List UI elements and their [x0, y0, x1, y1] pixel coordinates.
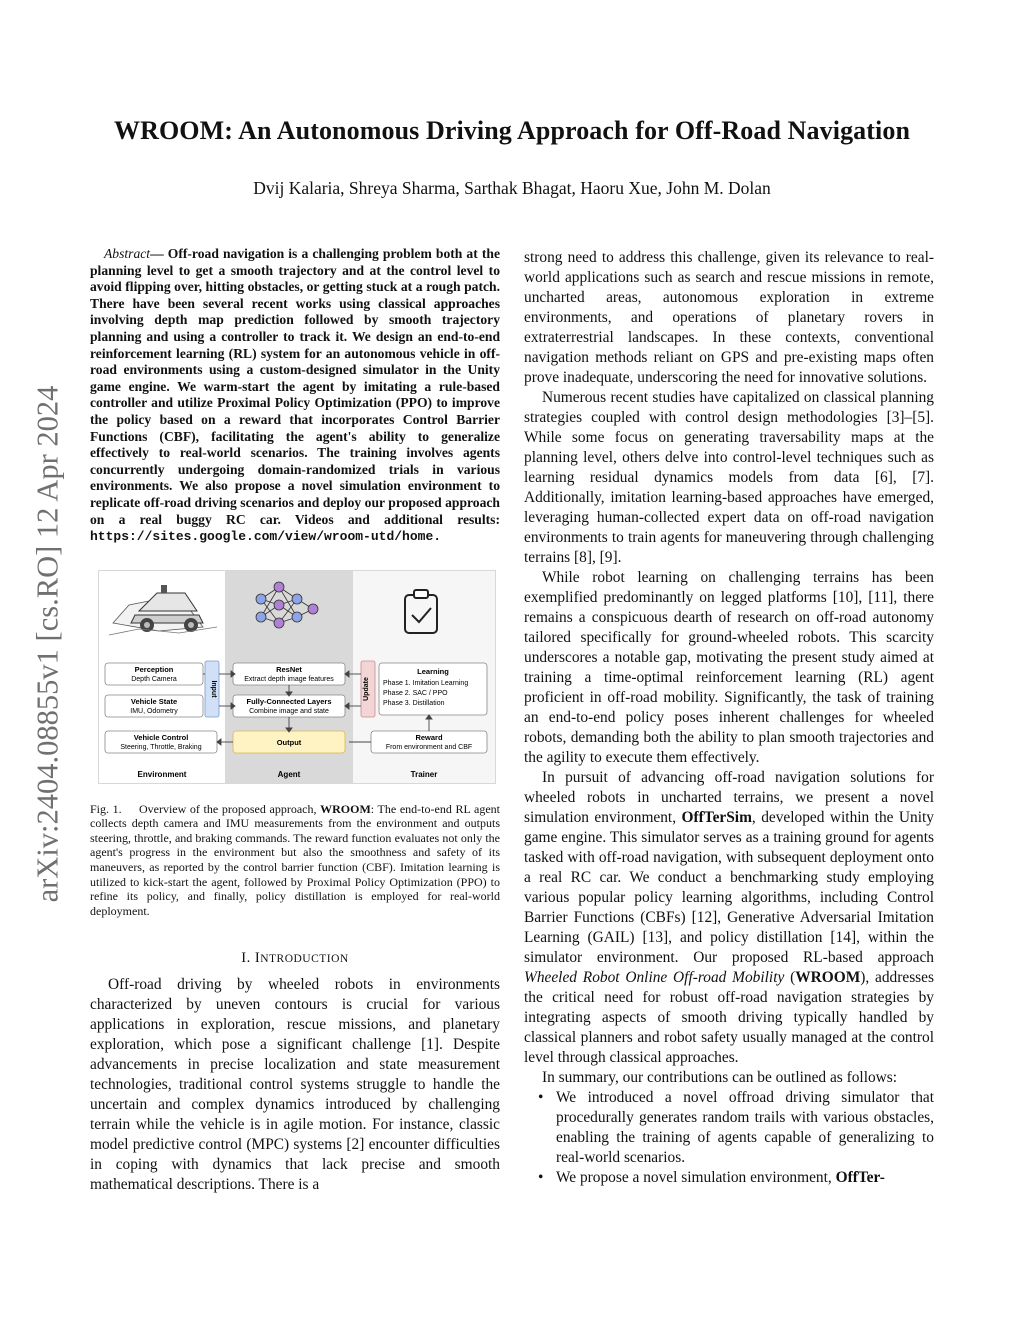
p5-text-a: In pursuit of advancing off-road navigation solutions for wheeled robots in uncharted terrains, we present a novel simulation environment, [524, 769, 934, 826]
perception-title: Perception [134, 664, 174, 674]
author-list: Dvij Kalaria, Shreya Sharma, Sarthak Bhagat, Haoru Xue, John M. Dolan [253, 178, 771, 198]
vehicle-control-title: Vehicle Control [133, 732, 189, 742]
overview-diagram [99, 571, 495, 783]
phase-3: Phase 3. Distillation [383, 699, 445, 707]
bullet-icon: • [538, 1169, 544, 1186]
section-rest: NTRODUCTION [260, 953, 349, 966]
intro-paragraph-2: strong need to address this challenge, given its relevance to real-world applications such as search and rescue missions in remote, uncharted areas, autonomous exploration in extreme environments, and operations of planetary rovers in extraterrestrial landscapes. In these contexts, conventional navigation methods reliant on GPS and pre-existing maps often prove inadequate, underscoring the need for innovative solutions. [524, 249, 934, 386]
abstract-text: — Off-road navigation is a challenging problem both at the planning level to get a smooth trajectory and at the control level to avoid flipping over, hitting obstacles, or getting stuck at a rough patch. There have been several recent works using classical approaches involving depth map prediction followed by smooth trajectory planning and using a controller to track it. We design an end-to-end reinforcement learning (RL) system for an autonomous vehicle in off-road environments using a custom-designed simulator in the Unity game engine. We warm-start the agent by imitating a rule-based controller and utilize Proximal Policy Optimization (PPO) to improve the policy based on a reward that incorporates Control Barrier Functions (CBF), facilitating the agent's ability to generalize effectively to real-world scenarios. The training involves agents concurrently undergoing domain-randomized trials in various environments. We also propose a novel simulation environment to replicate off-road driving scenarios and deploy our proposed approach on a real buggy RC car. Videos and additional results: [90, 246, 500, 527]
p5-open-paren: ( [784, 969, 796, 986]
update-label: Update [363, 676, 370, 701]
section-heading [90, 948, 500, 969]
fc-layers-sub: Combine image and state [249, 707, 329, 715]
intro-paragraph-5 [524, 768, 934, 1068]
phase-2: Phase 2. SAC / PPO [383, 689, 448, 697]
right-column [524, 248, 934, 1188]
resnet-title: ResNet [276, 664, 302, 674]
contributions-intro: In summary, our contributions can be outlined as follows: [542, 1069, 898, 1086]
abstract-label: Abstract [104, 246, 151, 261]
vehicle-state-title: Vehicle State [130, 696, 178, 706]
intro-paragraph-3: Numerous recent studies have capitalized on classical planning strategies coupled with control design methodologies [3]–[5]. While some focus on generating traversability maps at the planning level, others delve into control-level techniques such as learning residual dynamics models from data [6], [7]. Additionally, imitation learning-based approaches have emerged, leveraging human-collected expert data on off-road navigation environments to train agents for maneuvering through challenging terrains [8], [9]. [524, 389, 934, 566]
bullet-icon: • [538, 1089, 544, 1106]
learning-title: Learning [417, 666, 449, 676]
contribution-item [538, 1168, 934, 1188]
contribution-2-text: We propose a novel simulation environment, [556, 1169, 832, 1186]
trainer-title: Trainer [410, 769, 438, 779]
contribution-item [538, 1088, 934, 1168]
p5-text-c: ), addresses the critical need for robust off-road navigation strategies by integrating aspects of smooth driving typically handled by classical planners and robot safety usually managed at the control level through classical approaches. [524, 969, 934, 1066]
resnet-sub: Extract depth image features [244, 675, 334, 683]
arxiv-id: arXiv:2404.08855v1 [cs.RO] 12 Apr 2024 [30, 385, 65, 903]
environment-title: Environment [137, 769, 187, 779]
figure-caption [90, 802, 500, 919]
reward-sub: From environment and CBF [385, 743, 473, 751]
left-column [90, 246, 500, 1195]
contribution-1: We introduced a novel offroad driving simulator that procedurally generates random trails with various obstacles, enabling the training of agents capable of generalizing to real-world scenarios. [556, 1089, 934, 1166]
caption-post: : The end-to-end RL agent collects depth camera and IMU measurements from the environment and outputs steering, throttle, and braking commands. The reward function evaluates not only the agent's progress in the environment but also the smoothness and safety of its maneuvers, as reported by the control barrier function (CBF). Imitation learning is utilized to kick-start the agent, followed by Proximal Policy Optimization (PPO) to refine its policy, and finally, policy distillation is employed for real-world deployment. [90, 801, 501, 918]
caption-pre: Overview of the proposed approach, [138, 801, 317, 816]
abstract [90, 246, 500, 546]
phase-1: Phase 1. Imitation Learning [383, 679, 469, 687]
vehicle-state-sub: IMU, Odometry [130, 707, 178, 715]
paper-title: WROOM: An Autonomous Driving Approach for Off-Road Navigation [113, 116, 911, 145]
arxiv-watermark [28, 336, 68, 952]
project-url[interactable]: https://sites.google.com/view/wroom-utd/home. [90, 529, 442, 545]
perception-sub: Depth Camera [131, 675, 177, 683]
vehicle-control-sub: Steering, Throttle, Braking [120, 743, 202, 751]
section-number: I. [241, 950, 251, 967]
intro-paragraph-1: Off-road driving by wheeled robots in environments characterized by uneven contours is crucial for various applications in exploration, rescue missions, and planetary exploration, which pose a significant challenge [1]. Despite advancements in precise localization and state measurement technologies, traditional control systems struggle to handle the uncertain and complex dynamics introduced by challenging terrain while the vehicle is in agile motion. For instance, classic model predictive control (MPC) systems [2] encounter difficulties in coping with dynamics that lack precise and smooth mathematical descriptions. There is a [90, 976, 500, 1194]
wroom-acronym: WROOM [795, 969, 861, 986]
simulator-name: OffTerSim [681, 809, 752, 826]
caption-bold: WROOM [320, 801, 371, 816]
input-label: Input [210, 680, 217, 698]
p5-text-b: , developed within the Unity game engine. This simulator serves as a training ground for agents tasked with off-road navigation, with subsequent deployment onto a real RC car. We conduct a benchmarking study employing various popular policy learning algorithms, including Control Barrier Functions (CBFs) [12], Generative Adversarial Imitation Learning (GAIL) [13], and policy distillation [14], within the simulator environment. Our proposed RL-based approach [524, 809, 934, 966]
intro-paragraph-4: While robot learning on challenging terrains has been exemplified predominantly on legged platforms [10], [11], there remains a conspicuous dearth of research on off-road autonomy tailored specifically for ground-wheeled robots. This scarcity underscores a notable gap, motivating the present study aimed at training a time-optimal reinforcement learning (RL) agent proficient in off-road mobility. Significantly, the task of training an end-to-end policy poses inherent challenges for wheeled robots, demanding both the ability to plan smooth trajectories and the agility to execute them effectively. [524, 569, 934, 766]
figure-1 [98, 570, 496, 784]
section-first-letter: I [254, 950, 261, 967]
contribution-2-bold: OffTer- [835, 1169, 885, 1186]
output-label: Output [276, 737, 302, 747]
contributions-list [524, 1088, 934, 1188]
fc-layers-title: Fully-Connected Layers [246, 696, 332, 706]
reward-title: Reward [415, 732, 443, 742]
wroom-expansion: Wheeled Robot Online Off-road Mobility [524, 969, 785, 986]
caption-label: Fig. 1. [90, 801, 122, 816]
agent-title: Agent [277, 769, 301, 779]
